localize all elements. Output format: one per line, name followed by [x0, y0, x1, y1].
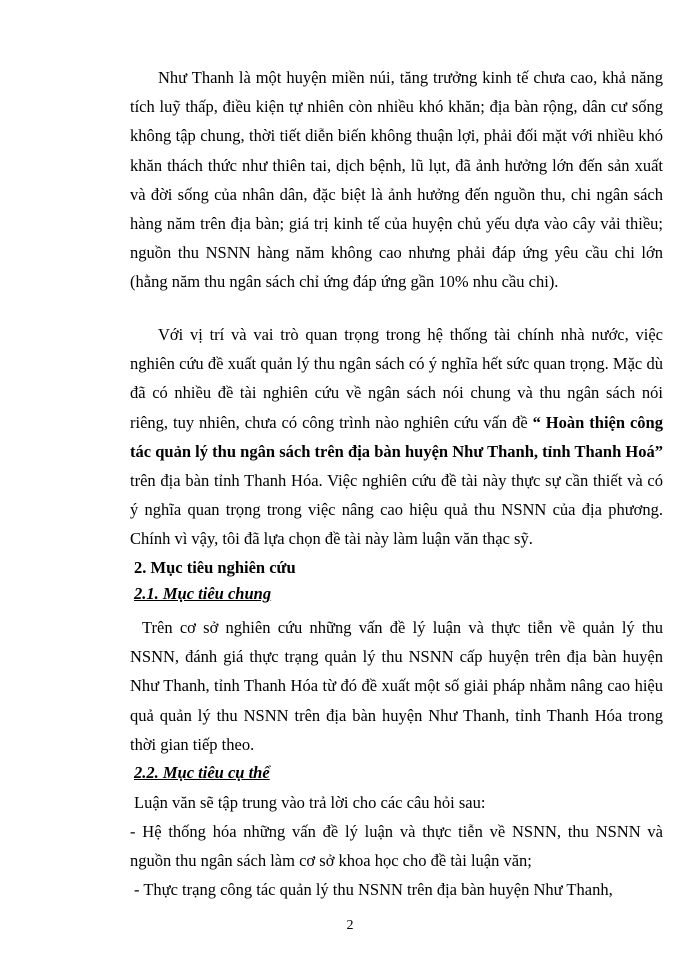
page-number: 2 — [346, 918, 354, 933]
heading-specific-objective: 2.2. Mục tiêu cụ thể — [134, 763, 270, 782]
list-item-2: - Thực trạng công tác quản lý thu NSNN trên địa bàn huyện Như Thanh, — [134, 880, 613, 899]
heading-general-objective: 2.1. Mục tiêu chung — [134, 584, 272, 603]
paragraph-questions-intro: Luận văn sẽ tập trung vào trả lời cho các câu hỏi sau: — [134, 793, 486, 812]
paragraph-rationale — [130, 320, 663, 554]
list-item-1: - Hệ thống hóa những vấn đề lý luận và thực tiễn về NSNN, thu NSNN và nguồn thu ngân sách làm cơ sở khoa học cho đề tài luận văn; — [130, 822, 663, 871]
rationale-text-start: Với vị trí và vai trò quan trọng trong hệ thống tài chính nhà nước, việc nghiên cứu đề xuất quản lý thu ngân sách có ý nghĩa hết sức quan trọng. Mặc dù đã có nhiều đề tài nghiên cứu về ngân sách nói chung và thu ngân sách nói riêng, tuy nhiên, chưa có công trình nào nghiên cứu vấn đề — [130, 325, 663, 432]
paragraph-context: Như Thanh là một huyện miền núi, tăng trưởng kinh tế chưa cao, khả năng tích luỹ thấp, điều kiện tự nhiên còn nhiều khó khăn; địa bàn rộng, dân cư sống không tập chung, thời tiết diễn biến không thuận lợi, phải đối mặt với nhiều khó khăn thách thức như thiên tai, dịch bệnh, lũ lụt, đã ảnh hưởng lớn đến sản xuất và đời sống của nhân dân, đặc biệt là ảnh hưởng đến nguồn thu, chi ngân sách hàng năm trên địa bàn; giá trị kinh tế của huyện chủ yếu dựa vào cây vải thiều; nguồn thu NSNN hàng năm không cao nhưng phải đáp ứng yêu cầu chi lớn (hằng năm thu ngân sách chỉ ứng đáp ứng gần 10% nhu cầu chi). — [130, 68, 663, 292]
thesis-title: “ Hoàn thiện công tác quản lý thu ngân sách trên địa bàn huyện Như Thanh, tỉnh Thanh Hoá” — [130, 412, 663, 461]
rationale-text-end: trên địa bàn tỉnh Thanh Hóa. Việc nghiên cứu đề tài này thực sự cần thiết và có ý nghĩa quan trọng trong việc nâng cao hiệu quả thu NSNN của địa phương. Chính vì vậy, tôi đã lựa chọn đề tài này làm luận văn thạc sỹ. — [130, 471, 663, 549]
paragraph-general-objective: Trên cơ sở nghiên cứu những vấn đề lý luận và thực tiễn về quản lý thu NSNN, đánh giá thực trạng quản lý thu NSNN cấp huyện trên địa bàn huyện Như Thanh, tỉnh Thanh Hóa từ đó đề xuất một số giải pháp nhằm nâng cao hiệu quả quản lý thu NSNN trên địa bàn huyện Như Thanh, tỉnh Thanh Hóa trong thời gian tiếp theo. — [130, 618, 663, 754]
heading-research-objectives: 2. Mục tiêu nghiên cứu — [134, 558, 296, 577]
